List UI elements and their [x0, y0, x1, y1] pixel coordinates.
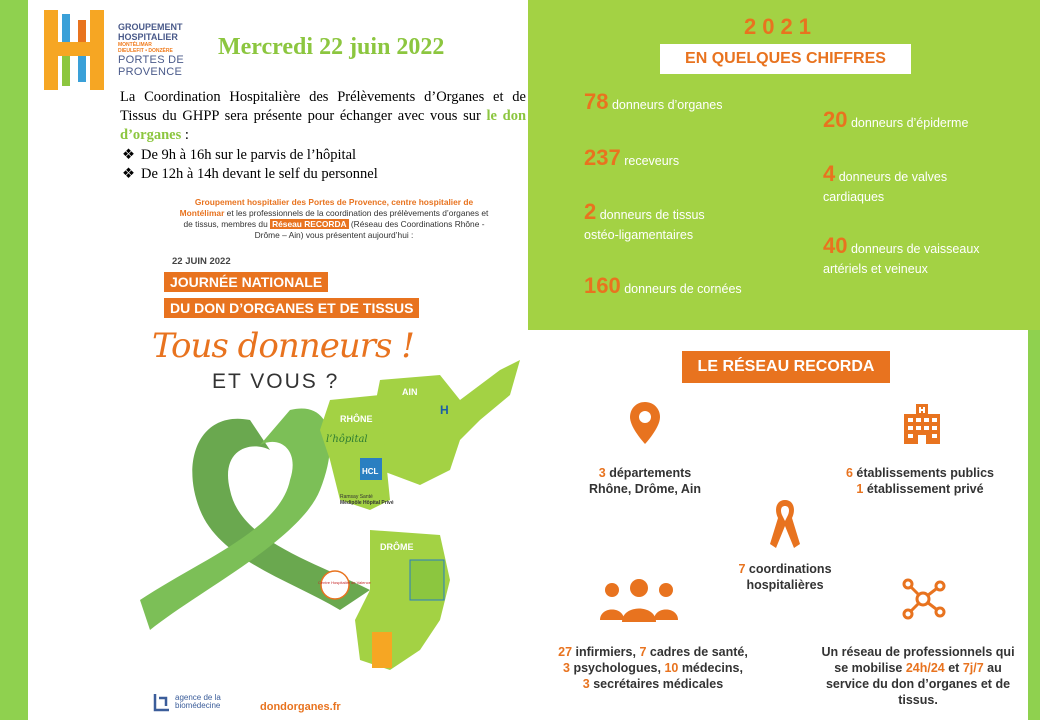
recorda-heading: LE RÉSEAU RECORDA: [682, 351, 890, 383]
people-group-icon: [598, 578, 680, 624]
stat-label-2: ostéo-ligamentaires: [584, 228, 694, 242]
network-line1: Un réseau de professionnels qui: [821, 645, 1015, 659]
stats-year: 2021: [744, 14, 817, 39]
private-count: 1: [856, 482, 864, 496]
ain-hospital-logo-icon: H: [440, 403, 449, 417]
logo-line3b: DIEULEFIT • DONZÈRE: [118, 48, 173, 54]
network-l2e: au: [983, 661, 1002, 675]
stat-number: 160: [584, 273, 621, 298]
dept-count: 3: [598, 466, 606, 480]
establishments-text: [830, 465, 1010, 497]
abm-line1: agence de la: [175, 693, 221, 702]
private-label: établissement privé: [863, 482, 984, 496]
stat-item: [823, 233, 980, 279]
network-text: [808, 644, 1028, 708]
region-ain: AIN: [402, 387, 418, 397]
map-label-hopital: l’hôpital: [326, 434, 368, 445]
logo-text: [118, 22, 184, 78]
intro-paragraph: [120, 88, 526, 145]
tagline-question: ET VOUS ?: [212, 370, 340, 393]
stat-label: receveurs: [624, 154, 680, 168]
schedule-list: [122, 146, 378, 184]
bullet-icon: ❖: [122, 166, 135, 182]
intro-highlight: le don d’organes: [120, 108, 527, 143]
poster-intro-end: (Réseau des Coordinations Rhône - Drôme – Ain) vous présentent aujourd’hui :: [254, 219, 485, 240]
stat-number: 40: [823, 233, 848, 258]
stat-label: donneurs de vaisseaux: [850, 242, 980, 256]
hdn-logo-icon: [410, 560, 444, 600]
tagline: Tous donneurs !: [152, 326, 414, 366]
recorda-badge: Réseau RECORDA: [272, 219, 347, 229]
coord-label-2: hospitalières: [746, 578, 824, 592]
stat-number: 78: [584, 89, 609, 114]
poster-intro-text: et les professionnels de la coordination des prélèvements d’organes et de tissus, membres du: [183, 208, 489, 229]
map-label-valence: Centre Hospitalier de Valence: [318, 580, 371, 585]
right-green-strip: [1028, 330, 1040, 720]
banner-journee: JOURNÉE NATIONALE: [164, 272, 328, 292]
stat-item: [584, 273, 742, 299]
staff-t4: médecins,: [678, 661, 743, 675]
stat-label-2: artériels et veineux: [823, 262, 928, 276]
stat-label: donneurs d’épiderme: [850, 116, 969, 130]
coord-count: 7: [738, 562, 746, 576]
logo-line1: GROUPEMENT: [118, 22, 183, 32]
intro-text-end: :: [181, 127, 189, 143]
page-title: Mercredi 22 juin 2022: [218, 34, 445, 60]
region-rhone: RHÔNE: [340, 414, 373, 424]
stat-label: donneurs de valves: [838, 170, 948, 184]
stat-item: [823, 107, 969, 133]
map-label-ramsay: Ramsay Santé: [340, 494, 373, 500]
poster-intro-org: Groupement hospitalier des Portes de Provence, centre hospitalier de Montélimar: [179, 197, 474, 218]
abm-logo-icon: [152, 692, 172, 712]
stat-number: 237: [584, 145, 621, 170]
staff-n3: 3: [563, 661, 570, 675]
stat-label: donneurs de tissus: [599, 208, 705, 222]
stat-label-2: cardiaques: [823, 190, 885, 204]
coord-label: coordinations: [745, 562, 832, 576]
stat-item: [584, 145, 680, 171]
logo-line2: HOSPITALIER: [118, 32, 178, 42]
hospital-building-icon: [900, 402, 944, 446]
logo-line3a: MONTÉLIMAR: [118, 42, 152, 48]
list-item: [122, 165, 378, 184]
list-item: [122, 146, 378, 165]
network-icon: [900, 576, 946, 622]
bullet-icon: ❖: [122, 147, 135, 163]
dept-list: Rhône, Drôme, Ain: [588, 482, 702, 496]
abm-logo: [152, 692, 221, 712]
staff-n2: 7: [639, 645, 647, 659]
coordinations-text: [700, 561, 870, 593]
region-drome: DRÔME: [380, 542, 414, 552]
network-l2a: se mobilise: [834, 661, 906, 675]
network-7j: 7j/7: [962, 661, 984, 675]
staff-t2: cadres de santé,: [646, 645, 748, 659]
ch-valence-logo-icon: [321, 571, 349, 599]
staff-n4: 10: [664, 661, 679, 675]
stat-label: donneurs de cornées: [624, 282, 742, 296]
stats-heading: EN QUELQUES CHIFFRES: [660, 44, 911, 74]
map-label-hcl: HCL: [362, 467, 379, 476]
map-pin-icon: [628, 400, 662, 446]
stat-number: 4: [823, 161, 836, 186]
network-line4: tissus.: [898, 693, 938, 707]
staff-t5: secrétaires médicales: [589, 677, 724, 691]
staff-t1: infirmiers,: [572, 645, 640, 659]
ghpp-logo-icon: [40, 6, 110, 94]
ain-region: [370, 360, 520, 485]
staff-n5: 3: [582, 677, 590, 691]
logo-line4: PORTES DE: [118, 54, 185, 66]
network-l2c: et: [944, 661, 963, 675]
poster-date: 22 JUIN 2022: [172, 256, 231, 267]
abm-line2: biomédecine: [175, 701, 221, 710]
awareness-ribbon-icon: [770, 498, 800, 550]
staff-n1: 27: [558, 645, 573, 659]
poster-intro: [176, 197, 492, 241]
public-count: 6: [846, 466, 853, 480]
stat-number: 20: [823, 107, 848, 132]
poster-url: dondorganes.fr: [260, 701, 341, 713]
logo-line5: PROVENCE: [118, 66, 183, 78]
network-24h: 24h/24: [905, 661, 945, 675]
stat-item: [823, 161, 948, 207]
staff-t3: psychologues,: [569, 661, 665, 675]
dept-label: départements: [605, 466, 692, 480]
stat-label: donneurs d’organes: [611, 98, 723, 112]
staff-text: [548, 644, 758, 692]
stat-item: [584, 89, 723, 115]
left-green-band: [0, 0, 28, 720]
list-item-text: De 9h à 16h sur le parvis de l’hôpital: [141, 147, 357, 163]
public-label: établissements publics: [852, 466, 994, 480]
region-map: [140, 350, 520, 690]
ghpp-map-logo-icon: [372, 632, 392, 668]
banner-don: DU DON D’ORGANES ET DE TISSUS: [164, 298, 419, 318]
network-line3: service du don d’organes et de: [825, 677, 1011, 691]
stat-item: [584, 199, 705, 245]
list-item-text: De 12h à 14h devant le self du personnel: [141, 166, 378, 182]
departments-text: [560, 465, 730, 497]
rhone-region: [320, 395, 390, 510]
intro-text: La Coordination Hospitalière des Prélèvements d’Organes et de Tissus du GHPP sera présente pour échanger avec vous sur: [120, 89, 526, 124]
map-label-medipole: Médipôle Hôpital Privé: [340, 500, 394, 506]
abm-text: [175, 694, 221, 710]
stat-number: 2: [584, 199, 597, 224]
